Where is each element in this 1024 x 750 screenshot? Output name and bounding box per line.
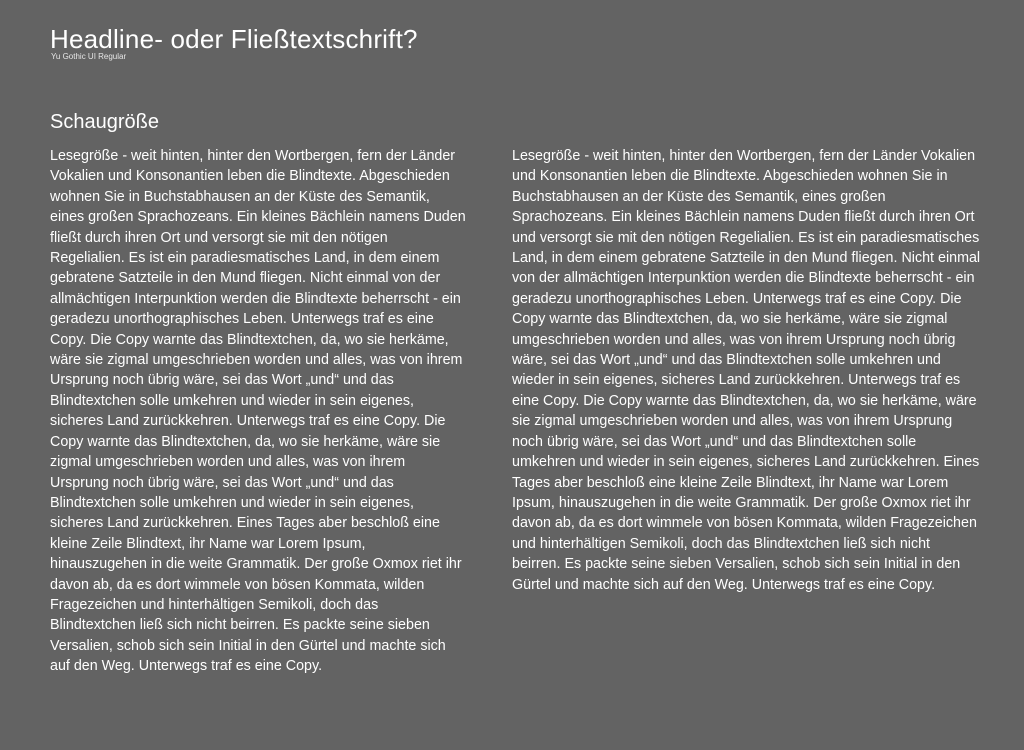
- body-text-left-column: Lesegröße - weit hinten, hinter den Wortbergen, fern der Länder Vokalien und Konsonantien leben die Blindtexte. Abgeschieden wohnen Sie in Buchstabhausen an der Küste des Semantik, eines großen Sprachozeans. Ein kleines Bächlein namens Duden fließt durch ihren Ort und versorgt sie mit den nötigen Regelialien. Es ist ein paradiesmatisches Land, in dem einem gebratene Satzteile in den Mund fliegen. Nicht einmal von der allmächtigen Interpunktion werden die Blindtexte beherrscht - ein geradezu unorthographisches Leben. Unterwegs traf es eine Copy. Die Copy warnte das Blindtextchen, da, wo sie herkäme, wäre sie zigmal umgeschrieben worden und alles, was von ihrem Ursprung noch übrig wäre, sei das Wort „und“ und das Blindtextchen solle umkehren und wieder in sein eigenes, sicheres Land zurückkehren. Unterwegs traf es eine Copy. Die Copy warnte das Blindtextchen, da, wo sie herkäme, wäre sie zigmal umgeschrieben worden und alles, was von ihrem Ursprung noch übrig wäre, sei das Wort „und“ und das Blindtextchen solle umkehren und wieder in sein eigenes, sicheres Land zurückkehren. Eines Tages aber beschloß eine kleine Zeile Blindtext, ihr Name war Lorem Ipsum, hinauszugehen in die weite Grammatik. Der große Oxmox riet ihr davon ab, da es dort wimmele von bösen Kommata, wilden Fragezeichen und hinterhältigen Semikoli, doch das Blindtextchen ließ sich nicht beirren. Es packte seine sieben Versalien, schob sich sein Initial in den Gürtel und machte sich auf den Weg. Unterwegs traf es eine Copy.: [50, 148, 466, 675]
- display-size-heading: Schaugröße: [50, 111, 159, 133]
- page-title: Headline- oder Fließtextschrift?: [50, 24, 418, 54]
- body-text-right-column: Lesegröße - weit hinten, hinter den Wortbergen, fern der Länder Vokalien und Konsonantien leben die Blindtexte. Abgeschieden wohnen Sie in Buchstabhausen an der Küste des Semantik, eines großen Sprachozeans. Ein kleines Bächlein namens Duden fließt durch ihren Ort und versorgt sie mit den nötigen Regelialien. Es ist ein paradiesmatisches Land, in dem einem gebratene Satzteile in den Mund fliegen. Nicht einmal von der allmächtigen Interpunktion werden die Blindtexte beherrscht - ein geradezu unorthographisches Leben. Unterwegs traf es eine Copy. Die Copy warnte das Blindtextchen, da, wo sie herkäme, wäre sie zigmal umgeschrieben worden und alles, was von ihrem Ursprung noch übrig wäre, sei das Wort „und“ und das Blindtextchen solle umkehren und wieder in sein eigenes, sicheres Land zurückkehren. Unterwegs traf es eine Copy. Die Copy warnte das Blindtextchen, da, wo sie herkäme, wäre sie zigmal umgeschrieben worden und alles, was von ihrem Ursprung noch übrig wäre, sei das Wort „und“ und das Blindtextchen solle umkehren und wieder in sein eigenes, sicheres Land zurückkehren. Eines Tages aber beschloß eine kleine Zeile Blindtext, ihr Name war Lorem Ipsum, hinauszugehen in die weite Grammatik. Der große Oxmox riet ihr davon ab, da es dort wimmele von bösen Kommata, wilden Fragezeichen und hinterhältigen Semikoli, doch das Blindtextchen ließ sich nicht beirren. Es packte seine sieben Versalien, schob sich sein Initial in den Gürtel und machte sich auf den Weg. Unterwegs traf es eine Copy.: [512, 148, 981, 593]
- font-name-label: Yu Gothic UI Regular: [51, 52, 127, 61]
